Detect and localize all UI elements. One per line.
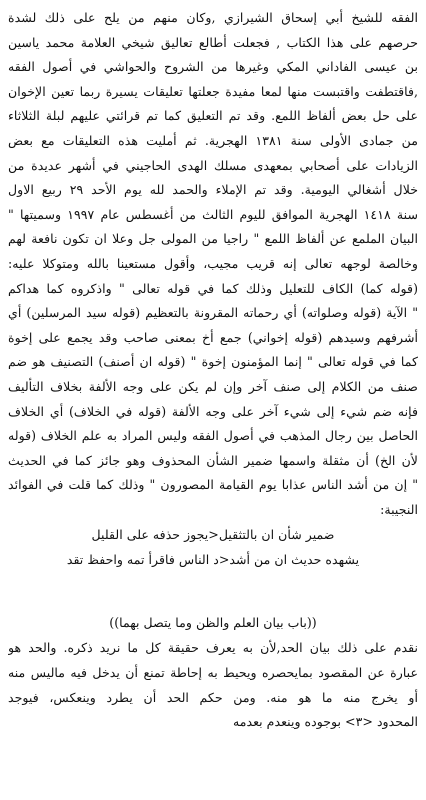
text-line: سنة ١٤١٨ الهجرية الموافق لليوم الثالث من أغسطس عام ١٩٩٧ وسميتها " — [8, 206, 418, 222]
poem-verses — [8, 522, 418, 572]
text-line: حرصهم على هذا الكتاب , فجعلت أطالع تعاليق شيخي العلامة محمد ياسين — [8, 34, 418, 50]
second-paragraph — [8, 636, 418, 734]
main-paragraph — [8, 6, 418, 522]
text-line: " إن من أشد الناس عذابا يوم القيامة المصورون " وذلك كما قلت في الفوائد — [8, 477, 418, 493]
text-line: فإنه ضم شيء إلى شيء آخر على وجه الألفة (قوله في الخلاف) أي الخلاف — [8, 403, 418, 419]
text-line: الفقه للشيخ أبي إسحاق الشيرازي ,وكان منهم من يلح على ذلك لشدة — [8, 10, 418, 25]
text-line: خلال أشغالي اليومية. وقد تم الإملاء والحمد لله يوم الأحد ٢٩ ربيع الاول — [8, 182, 418, 198]
poem-verse: ضمير شأن ان بالتثقيل<يجوز حذفه على القليل — [91, 527, 335, 543]
text-line: بن عيسى الفاداني المكي وغيرها من الشروح والحواشي في أصول الفقه — [8, 59, 418, 75]
text-line: نقدم على ذلك بيان الحد,لأن به يعرف حقيقة كل ما نريد ذكره. والحد هو — [8, 640, 418, 656]
text-line: المحدود <٣> بوجوده وينعدم بعدمه — [232, 714, 418, 730]
text-line: عبارة عن المقصود بمايحصره ويحيط به إحاطة تمنع أن يدخل فيه ماليس منه — [8, 665, 418, 681]
text-line: ,فاقتطفت واقتبست منها لمعا مفيدة جعلتها تعليقات يسيرة ربما تعين الإخوان — [8, 83, 418, 99]
text-line: الزيادات على أصحابي بمعهدى مسلك الهدى الحاجيني في أشهر عديدة من — [8, 157, 418, 173]
text-line: كما في قوله تعالى " إنما المؤمنون إخوة " (قوله ان أصنف) التصنيف هو ضم — [8, 354, 418, 370]
text-line: الحاصل بين رجال المذهب في أصول الفقه وليس المراد به علم الخلاف (قوله — [8, 428, 418, 444]
text-line: من جمادى الأولى سنة ١٣٨١ الهجرية. ثم أمليت هذه التعليقات مع بعض — [8, 132, 418, 148]
text-line: صنف من الكلام إلى صنف آخر وإن لم يكن على وجه الألفة بخلاف التأليف — [8, 378, 418, 394]
text-line: النجيبة: — [380, 501, 418, 517]
section-heading: ((باب بيان العلم والظن وما يتصل بهما)) — [109, 615, 317, 631]
text-line: أشرفهم وسيدهم (قوله إخواني) جمع أخ بمعنى صاحب وقد يجمع على إخوة — [8, 329, 418, 345]
text-line: " الآية (قوله وصلواته) أي رحماته المقرونة بالتعظيم (قوله سيد المرسلين) أي — [8, 305, 418, 321]
spacer — [8, 572, 418, 610]
text-line: على حل بعض ألفاظ اللمع. وقد تم التعليق كما تم قرائتي عليهم لبلة الثلاثاء — [8, 108, 418, 124]
text-line: لأن الخ) أن مثقلة واسمها ضمير الشأن المحذوف وهو جائز كما في الحديث — [8, 452, 418, 468]
text-line: أو يخرج منه ما هو منه. ومن حكم الحد أن يطرد وينعكس، فيوجد — [8, 689, 418, 705]
text-line: وخالصة لوجهه تعالى إنه قريب مجيب، وأقول مستعينا بالله ومتوكلا عليه: — [8, 255, 418, 271]
poem-verse: يشهده حديث ان من أشد<د الناس فاقرأ تمه واحفظ تقد — [66, 552, 360, 568]
text-line: البيان الملمع عن ألفاظ اللمع " راجيا من المولى جل وعلا ان تكون نافعة لهم — [8, 231, 418, 247]
text-line: (قوله كما) الكاف للتعليل وذلك كما في قوله تعالى " واذكروه كما هداكم — [8, 280, 418, 296]
